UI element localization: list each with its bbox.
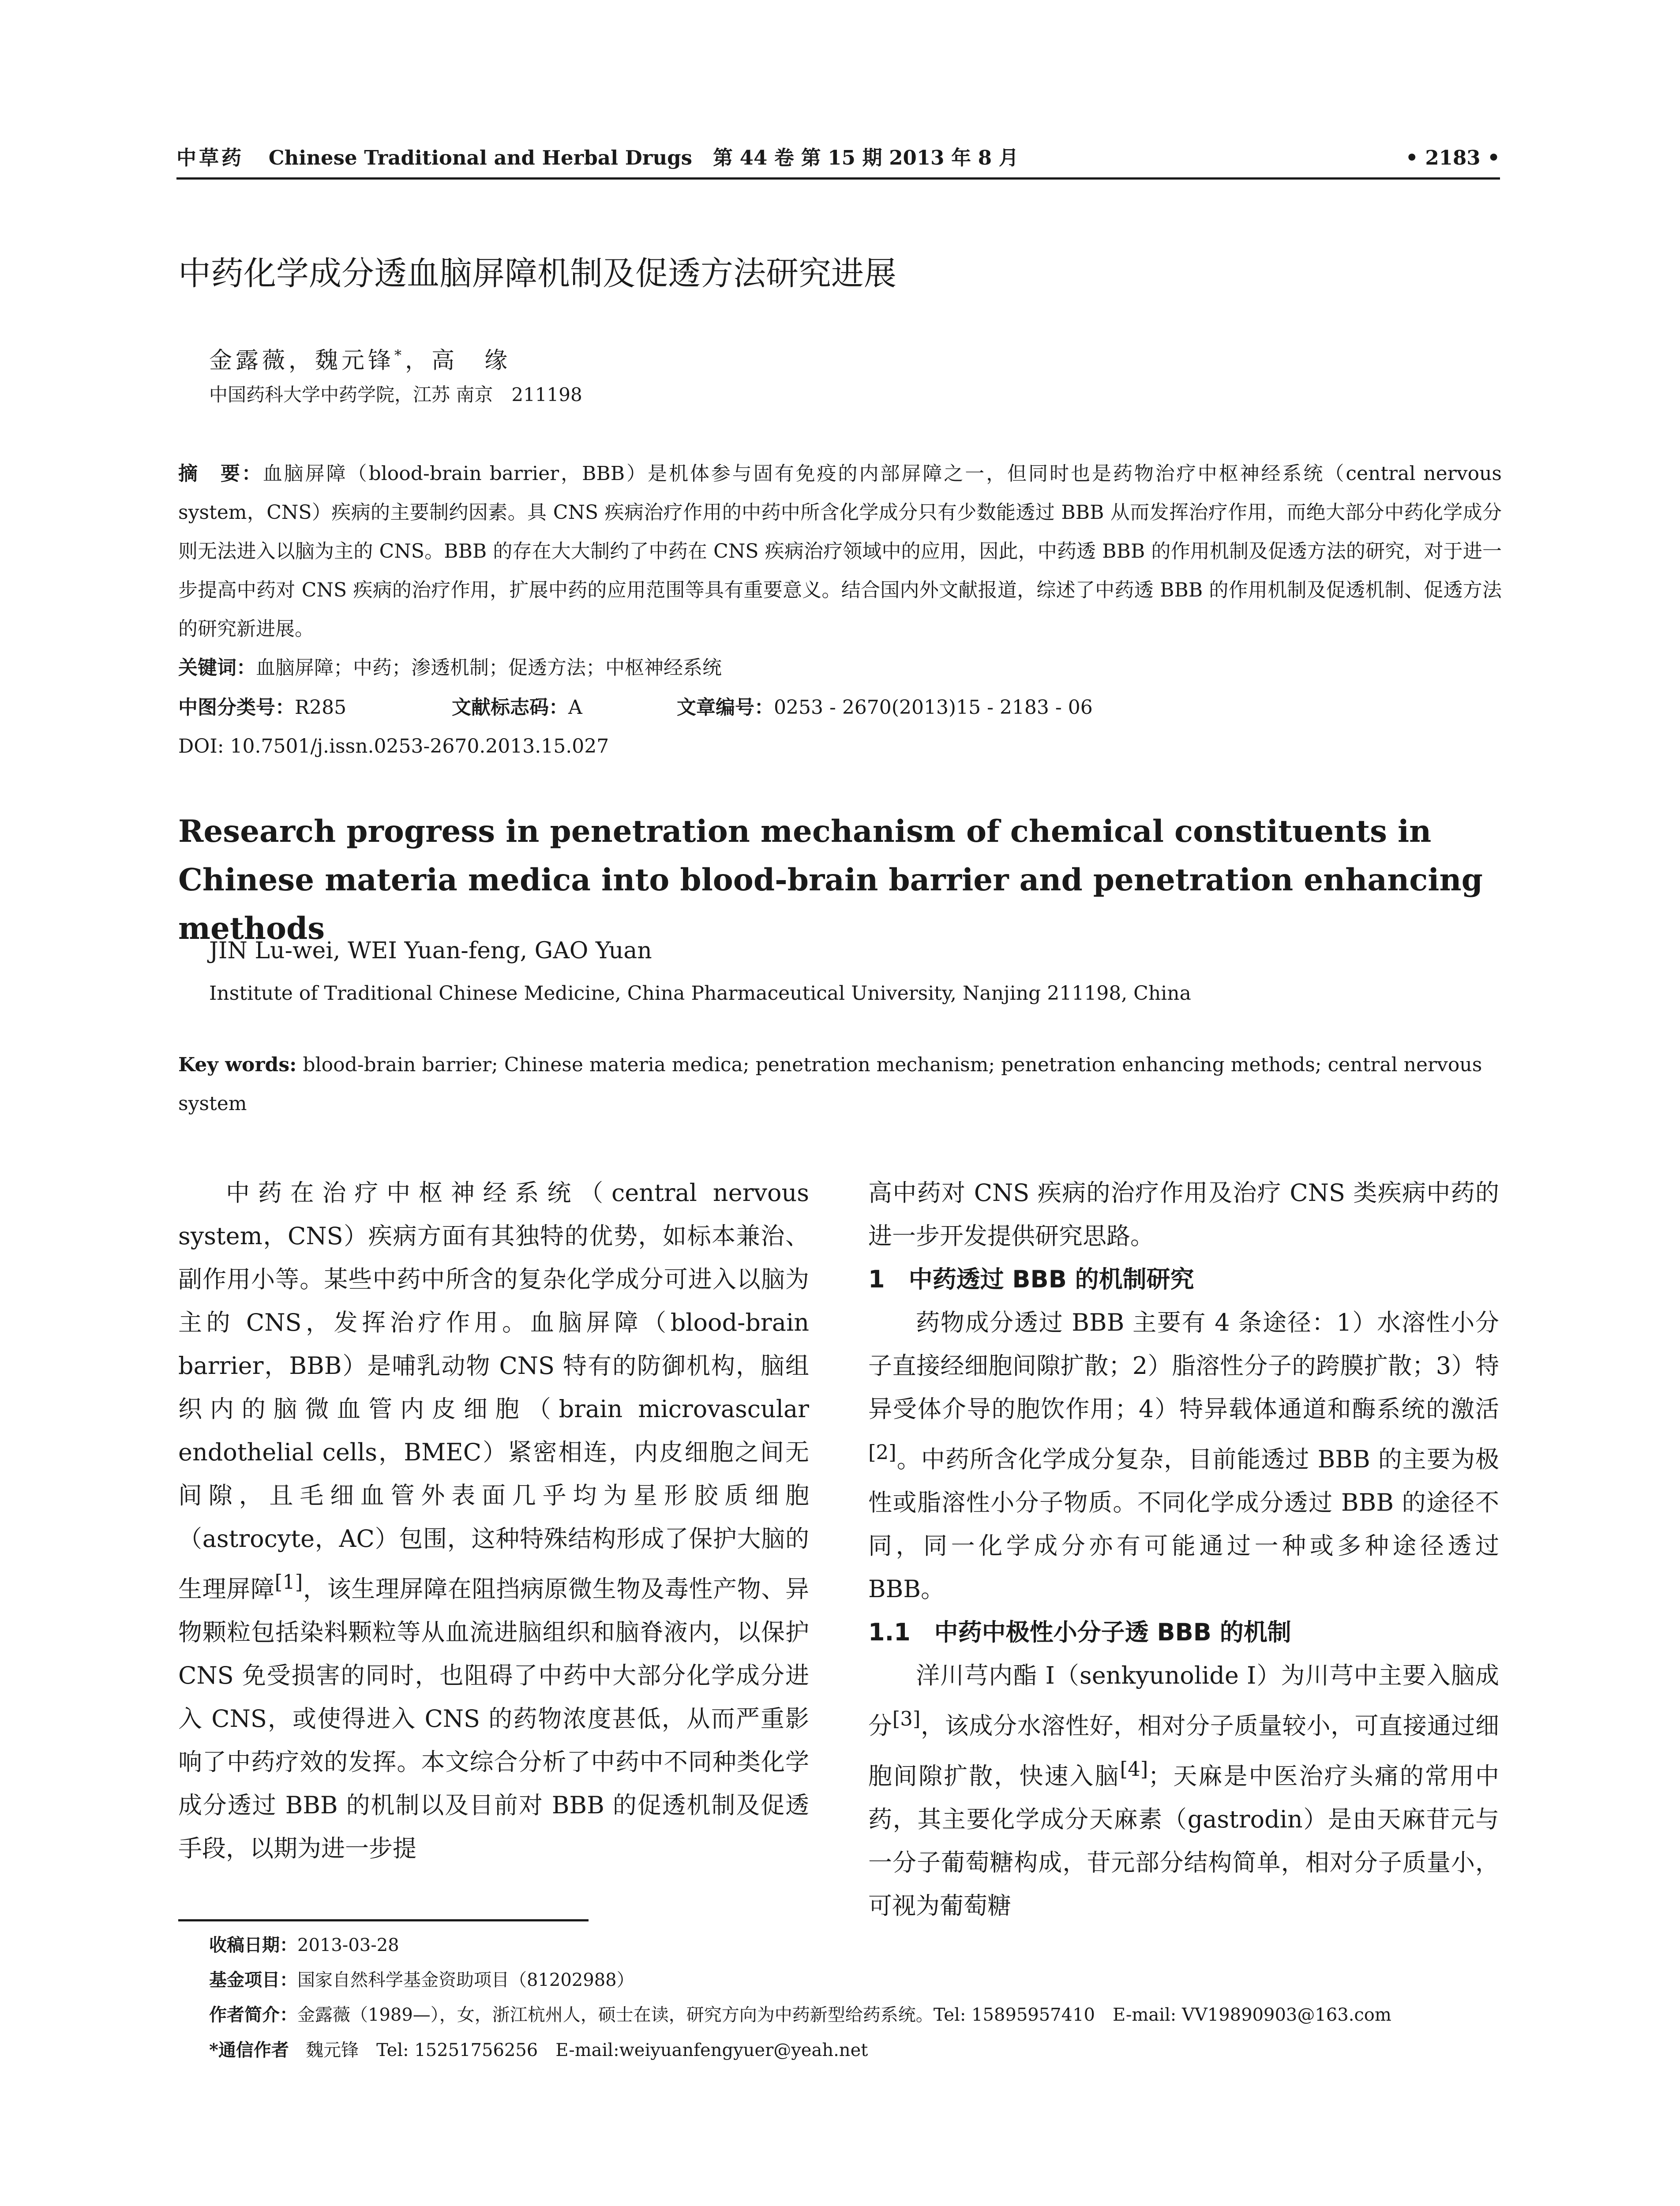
affiliation-en: Institute of Traditional Chinese Medicine, China Pharmaceutical University, Nanjing 211198, China <box>209 982 1191 1005</box>
section-1-1-paragraph: 洋川芎内酯 I（senkyunolide I）为川芎中主要入脑成分[3]，该成分水溶性好，相对分子质量较小，可直接通过细胞间隙扩散，快速入脑[4]；天麻是中医治疗头痛的常用中药，其主要化学成分天麻素（gastrodin）是由天麻苷元与一分子葡萄糖构成，苷元部分结构简单，相对分子质量小，可视为葡萄糖 <box>868 1662 1500 1920</box>
author-name: 魏元锋 <box>315 347 395 374</box>
body-column-right <box>868 1171 1499 1928</box>
citation-ref[interactable]: [3] <box>892 1707 921 1730</box>
keywords-label: 关键词： <box>178 657 256 679</box>
intro-paragraph-continued: 高中药对 CNS 疾病的治疗作用及治疗 CNS 类疾病中药的进一步开发提供研究思路。 <box>868 1179 1499 1250</box>
citation-ref[interactable]: [2] <box>868 1441 896 1464</box>
footnote-fund: 基金项目：国家自然科学基金资助项目（81202988） <box>209 1970 634 1990</box>
authors-en: JIN Lu-wei, WEI Yuan-feng, GAO Yuan <box>209 938 652 964</box>
running-header <box>176 140 1500 176</box>
intro-paragraph: 中药在治疗中枢神经系统（central nervous system，CNS）疾病方面有其独特的优势，如标本兼治、副作用小等。某些中药中所含的复杂化学成分可进入以脑为主的 CNS，发挥治疗作用。血脑屏障（blood-brain barrier，BBB）是哺乳动物 CNS 特有的防御机构，脑组织内的脑微血管内皮细胞（brain microvascular endothelial cells，BMEC）紧密相连，内皮细胞之间无间隙，且毛细血管外表面几乎均为星形胶质细胞（astrocyte，AC）包围，这种特殊结构形成了保护大脑的生理屏障[1]，该生理屏障在阻挡病原微生物及毒性产物、异物颗粒包括染料颗粒等从血流进脑组织和脑脊液内，以保护 CNS 免受损害的同时，也阻碍了中药中大部分化学成分进入 CNS，或使得进入 CNS 的药物浓度甚低，从而严重影响了中药疗效的发挥。本文综合分析了中药中不同种类化学成分透过 BBB 的机制以及目前对 BBB 的促透机制及促透手段，以期为进一步提 <box>178 1179 810 1862</box>
abstract-text: 血脑屏障（blood-brain barrier，BBB）是机体参与固有免疫的内部屏障之一，但同时也是药物治疗中枢神经系统（central nervous system，CNS）疾病的主要制约因素。具 CNS 疾病治疗作用的中药中所含化学成分只有少数能透过 BBB 从而发挥治疗作用，而绝大部分中药化学成分则无法进入以脑为主的 CNS。BBB 的存在大大制约了中药在 CNS 疾病治疗领域中的应用，因此，中药透 BBB 的作用机制及促透方法的研究，对于进一步提高中药对 CNS 疾病的治疗作用，扩展中药的应用范围等具有重要意义。结合国内外文献报道，综述了中药透 BBB 的作用机制及促透机制、促透方法的研究新进展。 <box>178 462 1502 640</box>
title-cn: 中药化学成分透血脑屏障机制及促透方法研究进展 <box>178 255 896 293</box>
footnote-author-bio: 作者简介：金露薇（1989—），女，浙江杭州人，硕士在读，研究方向为中药新型给药系统。Tel: 15895957410 E-mail: VV19890903@163.com <box>209 2005 1391 2025</box>
footnote-rule <box>178 1919 589 1921</box>
title-en: Research progress in penetration mechanism of chemical constituents in Chinese materia medica into blood-brain barrier and penetration enhancing methods <box>178 814 1483 946</box>
citation-ref[interactable]: [1] <box>274 1570 303 1594</box>
footnotes <box>209 1928 1506 2068</box>
abstract-cn <box>178 454 1502 649</box>
document-code: 文献标志码：A <box>452 696 582 719</box>
classification-line <box>178 688 1502 727</box>
body-column-left <box>178 1171 809 1870</box>
footnote-correspondence: *通信作者 魏元锋 Tel: 15251756256 E-mail:weiyuanfengyuer@yeah.net <box>209 2040 868 2060</box>
corresponding-author-mark: * <box>394 347 405 364</box>
affiliation-cn: 中国药科大学中药学院，江苏 南京 211198 <box>209 384 582 405</box>
author-separator: ， <box>405 347 432 374</box>
keywords-en <box>178 1046 1502 1123</box>
keywords-cn <box>178 649 1502 687</box>
keywords-en-text: blood-brain barrier; Chinese materia medica; penetration mechanism; penetration enhancing methods; central nervous system <box>178 1054 1482 1115</box>
section-heading-1: 1 中药透过 BBB 的机制研究 <box>868 1265 1194 1293</box>
page-number: • 2183 • <box>1405 146 1500 169</box>
clc-number: 中图分类号：R285 <box>178 696 347 719</box>
header-rule <box>176 177 1500 180</box>
keywords-text: 血脑屏障；中药；渗透机制；促透方法；中枢神经系统 <box>256 657 722 679</box>
keywords-en-label: Key words: <box>178 1054 297 1076</box>
abstract-label: 摘 要： <box>178 462 263 485</box>
footnote-received: 收稿日期：2013-03-28 <box>209 1935 399 1955</box>
section-heading-1-1: 1.1 中药中极性小分子透 BBB 的机制 <box>868 1618 1291 1646</box>
journal-name-en: Chinese Traditional and Herbal Drugs <box>268 146 692 169</box>
author-name: 金露薇 <box>209 347 289 374</box>
journal-issue: 第 44 卷 第 15 期 2013 年 8 月 <box>712 146 1019 169</box>
section-1-paragraph: 药物成分透过 BBB 主要有 4 条途径：1）水溶性小分子直接经细胞间隙扩散；2）脂溶性分子的跨膜扩散；3）特异受体介导的胞饮作用；4）特异载体通道和酶系统的激活[2]。中药所含化学成分复杂，目前能透过 BBB 的主要为极性或脂溶性小分子物质。不同化学成分透过 BBB 的途径不同，同一化学成分亦有可能通过一种或多种途径透过 BBB。 <box>868 1309 1499 1603</box>
author-separator: ， <box>289 347 315 374</box>
authors-cn <box>209 335 511 380</box>
article-number: 文章编号：0253 - 2670(2013)15 - 2183 - 06 <box>677 696 1093 719</box>
journal-name-cn: 中草药 <box>176 146 244 169</box>
author-name: 高 缘 <box>431 347 511 374</box>
doi: DOI: 10.7501/j.issn.0253-2670.2013.15.027 <box>178 735 609 758</box>
citation-ref[interactable]: [4] <box>1120 1757 1148 1781</box>
